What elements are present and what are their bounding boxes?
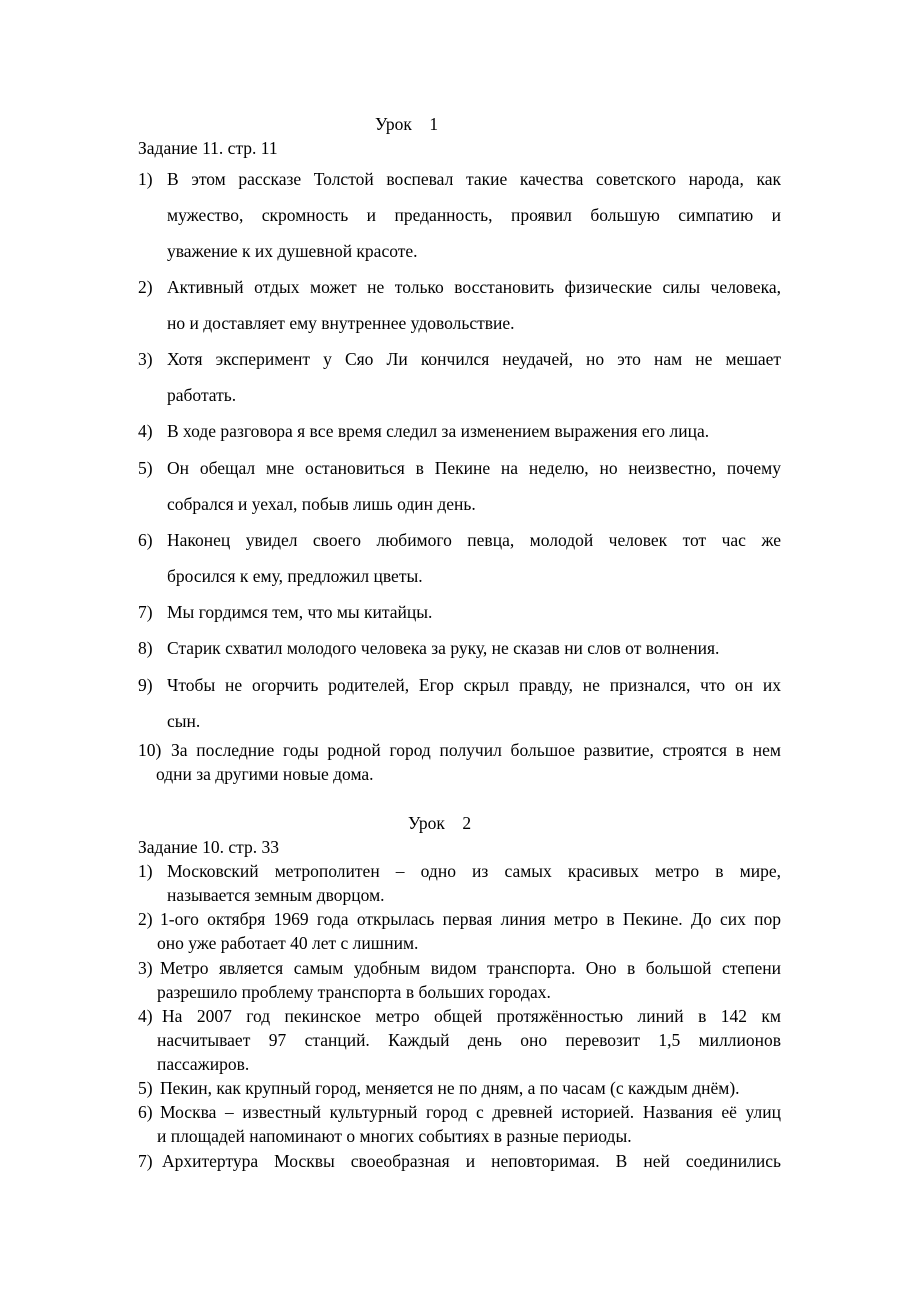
list-item-line: Наконец увидел своего любимого певца, молодой человек тот час же (167, 530, 781, 550)
list-item-line: работать. (167, 385, 237, 405)
list-item-line: разрешило проблему транспорта в больших городах. (157, 982, 551, 1002)
list-item-number: 2) (138, 909, 153, 929)
lesson-1-title: Урок 1 (375, 114, 439, 134)
list-item-line: Хотя эксперимент у Сяо Ли кончился неудачей, но это нам не мешает (167, 349, 781, 369)
lesson-2-title: Урок 2 (408, 813, 472, 833)
list-item-number: 2) (138, 277, 153, 297)
list-item-number: 7) (138, 1151, 153, 1171)
list-item-number: 4) (138, 421, 153, 441)
list-item-line: Активный отдых может не только восстановить физические силы человека, (167, 277, 781, 297)
list-item-line: Пекин, как крупный город, меняется не по дням, а по часам (с каждым днём). (160, 1078, 740, 1098)
list-item-number: 9) (138, 675, 153, 695)
list-item-number: 8) (138, 638, 153, 658)
list-item-line: Архитертура Москвы своеобразная и неповторимая. В ней соединились (162, 1151, 781, 1171)
list-item-number: 1) (138, 861, 153, 881)
list-item-line: В ходе разговора я все время следил за изменением выражения его лица. (167, 421, 710, 441)
list-item-number: 4) (138, 1006, 153, 1026)
list-item-line: пассажиров. (157, 1054, 250, 1074)
list-item-line: В этом рассказе Толстой воспевал такие качества советского народа, как (167, 169, 781, 189)
list-item-line: Московский метрополитен – одно из самых красивых метро в мире, (167, 861, 781, 881)
list-item-line: Мы гордимся тем, что мы китайцы. (167, 602, 433, 622)
list-item-line: бросился к ему, предложил цветы. (167, 566, 423, 586)
lesson-2-task-heading: Задание 10. стр. 33 (138, 837, 279, 857)
list-item-number: 3) (138, 958, 153, 978)
list-item-line: Метро является самым удобным видом транспорта. Оно в большой степени (160, 958, 781, 978)
list-item-line: уважение к их душевной красоте. (167, 241, 418, 261)
list-item-line: 1-ого октября 1969 года открылась первая линия метро в Пекине. До сих пор (160, 909, 781, 929)
list-item-line: и площадей напоминают о многих событиях в разные периоды. (157, 1126, 632, 1146)
lesson-1-task-heading: Задание 11. стр. 11 (138, 138, 278, 158)
list-item-line: оно уже работает 40 лет с лишним. (157, 933, 419, 953)
list-item-line: собрался и уехал, побыв лишь один день. (167, 494, 476, 514)
list-item-line: Чтобы не огорчить родителей, Егор скрыл правду, не признался, что он их (167, 675, 781, 695)
list-item-number: 6) (138, 530, 153, 550)
list-item-number: 10) (138, 740, 162, 760)
list-item-number: 1) (138, 169, 153, 189)
list-item-line: За последние годы родной город получил большое развитие, строятся в нем (171, 740, 781, 760)
list-item-line: Старик схватил молодого человека за руку, не сказав ни слов от волнения. (167, 638, 720, 658)
list-item-line: сын. (167, 711, 201, 731)
list-item-line: но и доставляет ему внутреннее удовольствие. (167, 313, 515, 333)
list-item-number: 5) (138, 458, 153, 478)
list-item-number: 5) (138, 1078, 153, 1098)
list-item-line: мужество, скромность и преданность, проявил большую симпатию и (167, 205, 781, 225)
list-item-line: одни за другими новые дома. (156, 764, 374, 784)
list-item-number: 7) (138, 602, 153, 622)
list-item-line: называется земным дворцом. (167, 885, 385, 905)
list-item-number: 3) (138, 349, 153, 369)
list-item-number: 6) (138, 1102, 153, 1122)
list-item-line: На 2007 год пекинское метро общей протяжённостью линий в 142 км (162, 1006, 781, 1026)
list-item-line: Москва – известный культурный город с древней историей. Названия её улиц (160, 1102, 781, 1122)
list-item-line: Он обещал мне остановиться в Пекине на неделю, но неизвестно, почему (167, 458, 781, 478)
list-item-line: насчитывает 97 станций. Каждый день оно перевозит 1,5 миллионов (157, 1030, 781, 1050)
